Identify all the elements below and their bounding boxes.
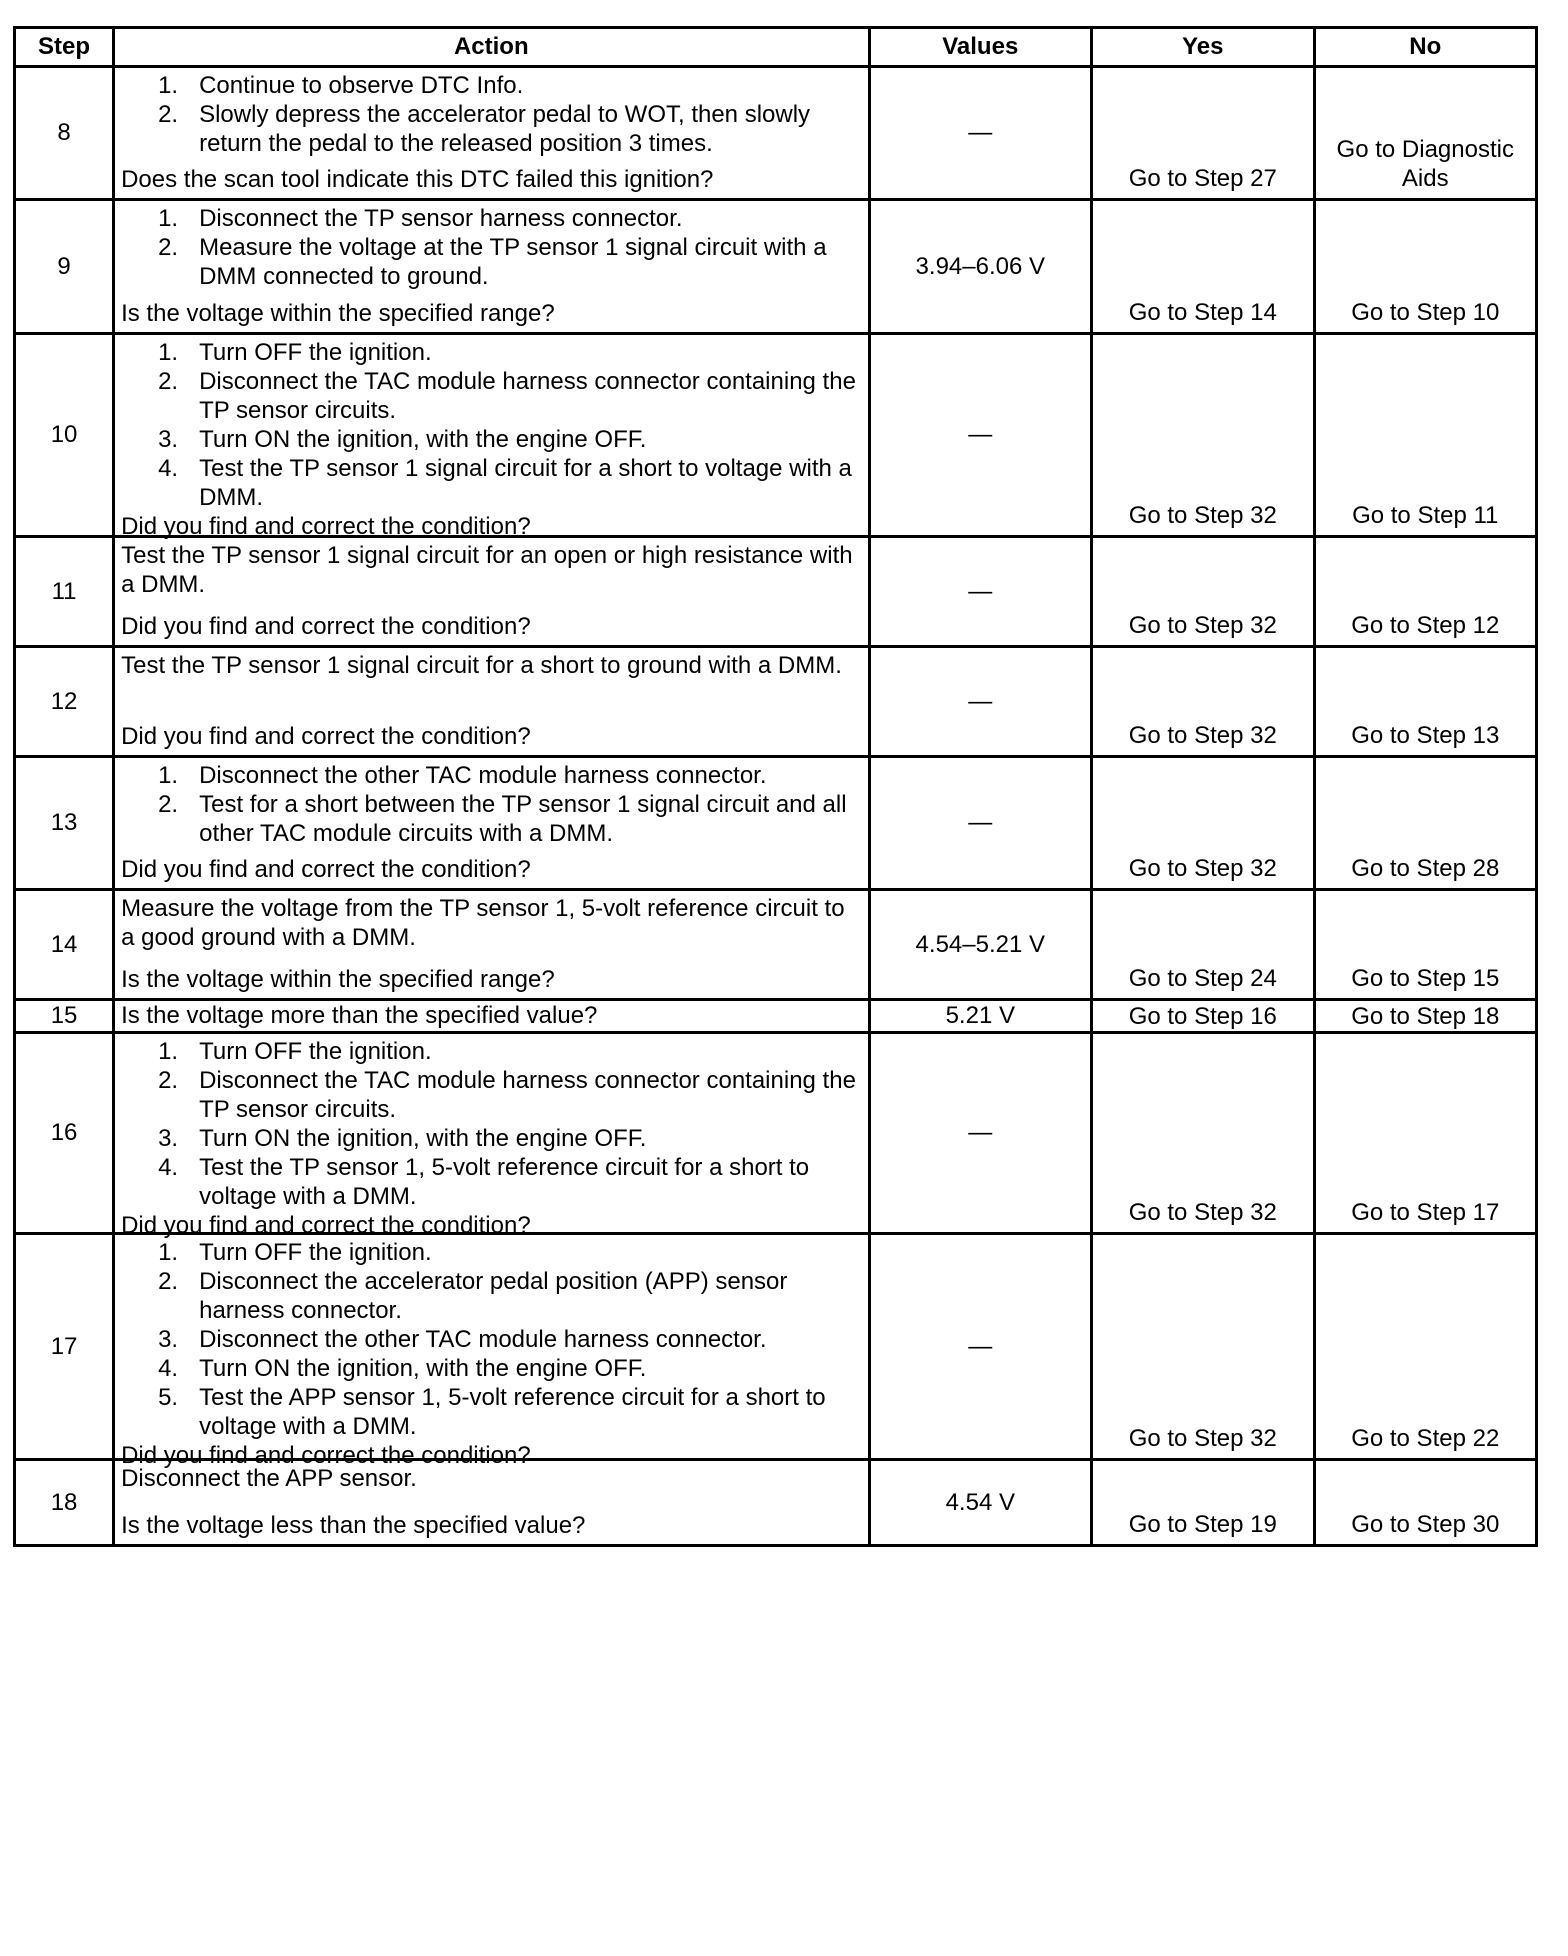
no-action-text: Go to Step 10 — [1351, 299, 1500, 326]
no-cell — [1314, 334, 1537, 537]
action-steps-list — [121, 71, 863, 158]
list-item-text: Turn ON the ignition, with the engine OFF. — [199, 426, 647, 453]
step-number: 12 — [15, 647, 114, 757]
yes-action-text: Go to Step 32 — [1128, 612, 1277, 639]
header-yes: Yes — [1092, 28, 1314, 67]
table-row — [15, 1000, 1537, 1033]
action-steps-list — [121, 761, 863, 848]
list-item-number: 2. — [158, 101, 179, 128]
table-row — [15, 1033, 1537, 1234]
list-item — [121, 1383, 863, 1441]
table-row — [15, 1460, 1537, 1546]
table-row — [15, 67, 1537, 200]
no-cell — [1314, 1033, 1537, 1234]
list-item-text: Turn ON the ignition, with the engine OFF. — [199, 1355, 647, 1382]
value-cell: — — [869, 647, 1091, 757]
action-cell — [114, 200, 869, 334]
yes-action-text: Go to Step 32 — [1128, 1425, 1277, 1452]
action-cell — [114, 1033, 869, 1239]
step-number: 13 — [15, 757, 114, 890]
yes-action-text: Go to Step 32 — [1128, 722, 1277, 749]
action-question: Is the voltage within the specified range? — [121, 966, 555, 993]
step-number: 15 — [15, 1000, 114, 1033]
value-cell: — — [869, 334, 1091, 537]
header-row — [15, 28, 1537, 67]
list-item-text: Disconnect the TAC module harness connector containing the TP sensor circuits. — [199, 1067, 856, 1123]
value-cell: 4.54 V — [869, 1460, 1091, 1546]
no-action-text: Go to Diagnostic Aids — [1336, 136, 1514, 192]
table-row — [15, 200, 1537, 334]
action-text: Disconnect the APP sensor. — [121, 1465, 417, 1492]
list-item-text: Test the APP sensor 1, 5-volt reference circuit for a short to voltage with a DMM. — [199, 1384, 826, 1440]
step-number: 17 — [15, 1234, 114, 1460]
list-item-text: Turn OFF the ignition. — [199, 1038, 432, 1065]
action-steps-list — [121, 1238, 863, 1441]
action-cell — [114, 67, 869, 200]
list-item-text: Test the TP sensor 1 signal circuit for a short to voltage with a DMM. — [199, 455, 852, 511]
list-item-text: Turn ON the ignition, with the engine OFF. — [199, 1125, 647, 1152]
yes-cell — [1092, 647, 1314, 757]
no-cell — [1314, 647, 1537, 757]
list-item-number: 3. — [158, 1326, 179, 1353]
list-item — [121, 425, 863, 454]
list-item-text: Disconnect the TAC module harness connector containing the TP sensor circuits. — [199, 368, 856, 424]
list-item-number: 1. — [158, 762, 179, 789]
no-cell — [1314, 1460, 1537, 1546]
list-item-number: 4. — [158, 455, 179, 482]
action-question: Did you find and correct the condition? — [121, 856, 531, 883]
action-question: Does the scan tool indicate this DTC failed this ignition? — [121, 166, 714, 193]
value-cell: 5.21 V — [869, 1000, 1091, 1033]
action-question: Did you find and correct the condition? — [121, 613, 531, 640]
no-action-text: Go to Step 17 — [1351, 1199, 1500, 1226]
table-row — [15, 537, 1537, 647]
no-cell — [1314, 67, 1537, 200]
no-action-text: Go to Step 12 — [1351, 612, 1500, 639]
no-cell — [1314, 1000, 1537, 1033]
no-cell — [1314, 1234, 1537, 1460]
yes-cell — [1092, 1033, 1314, 1234]
no-cell — [1314, 890, 1537, 1000]
step-number: 14 — [15, 890, 114, 1000]
yes-cell — [1092, 890, 1314, 1000]
yes-cell — [1092, 67, 1314, 200]
list-item — [121, 1066, 863, 1124]
yes-action-text: Go to Step 32 — [1128, 855, 1277, 882]
list-item-number: 1. — [158, 1239, 179, 1266]
action-question: Is the voltage within the specified range? — [121, 300, 555, 327]
list-item-number: 2. — [158, 234, 179, 261]
action-steps-list — [121, 204, 863, 291]
action-cell — [114, 1000, 869, 1033]
no-cell — [1314, 537, 1537, 647]
list-item — [121, 1153, 863, 1211]
step-number: 9 — [15, 200, 114, 334]
list-item — [121, 367, 863, 425]
list-item-text: Disconnect the TP sensor harness connector. — [199, 205, 683, 232]
action-steps-list — [121, 1037, 863, 1211]
list-item-number: 1. — [158, 205, 179, 232]
table-row — [15, 1234, 1537, 1460]
yes-action-text: Go to Step 32 — [1128, 1199, 1277, 1226]
yes-action-text: Go to Step 14 — [1128, 299, 1277, 326]
list-item — [121, 204, 863, 233]
list-item-number: 5. — [158, 1384, 179, 1411]
list-item — [121, 1325, 863, 1354]
no-cell — [1314, 200, 1537, 334]
list-item-text: Disconnect the other TAC module harness connector. — [199, 762, 767, 789]
list-item-text: Test the TP sensor 1, 5-volt reference circuit for a short to voltage with a DMM. — [199, 1154, 810, 1210]
action-question: Did you find and correct the condition? — [121, 723, 531, 750]
list-item-number: 3. — [158, 1125, 179, 1152]
list-item — [121, 1354, 863, 1383]
yes-cell — [1092, 757, 1314, 890]
yes-cell — [1092, 1460, 1314, 1546]
list-item-number: 2. — [158, 1268, 179, 1295]
action-cell — [114, 1460, 869, 1546]
list-item — [121, 761, 863, 790]
yes-cell — [1092, 1000, 1314, 1033]
no-action-text: Go to Step 28 — [1351, 855, 1500, 882]
no-action-text: Go to Step 11 — [1352, 502, 1499, 529]
yes-action-text: Go to Step 19 — [1128, 1511, 1277, 1538]
value-cell: 4.54–5.21 V — [869, 890, 1091, 1000]
list-item — [121, 454, 863, 512]
list-item-number: 1. — [158, 72, 179, 99]
list-item — [121, 1124, 863, 1153]
list-item-text: Turn OFF the ignition. — [199, 1239, 432, 1266]
list-item-text: Continue to observe DTC Info. — [199, 72, 524, 99]
header-action: Action — [114, 28, 869, 67]
list-item — [121, 1037, 863, 1066]
action-cell — [114, 537, 869, 647]
diagnostic-table — [13, 26, 1538, 1547]
action-question: Is the voltage more than the specified value? — [121, 1002, 598, 1029]
action-cell — [114, 890, 869, 1000]
action-steps-list — [121, 338, 863, 512]
no-cell — [1314, 757, 1537, 890]
list-item-number: 4. — [158, 1355, 179, 1382]
list-item — [121, 100, 863, 158]
list-item-text: Disconnect the other TAC module harness connector. — [199, 1326, 767, 1353]
list-item-number: 4. — [158, 1154, 179, 1181]
value-cell: — — [869, 757, 1091, 890]
list-item — [121, 1267, 863, 1325]
list-item-text: Slowly depress the accelerator pedal to WOT, then slowly return the pedal to the released position 3 times. — [199, 101, 811, 157]
header-no: No — [1314, 28, 1537, 67]
no-action-text: Go to Step 22 — [1351, 1425, 1500, 1452]
list-item — [121, 71, 863, 100]
list-item-number: 2. — [158, 1067, 179, 1094]
list-item-number: 1. — [158, 339, 179, 366]
action-cell — [114, 334, 869, 540]
list-item — [121, 1238, 863, 1267]
step-number: 16 — [15, 1033, 114, 1234]
action-text: Measure the voltage from the TP sensor 1, 5-volt reference circuit to a good ground with a DMM. — [121, 895, 845, 951]
table-row — [15, 647, 1537, 757]
value-cell: 3.94–6.06 V — [869, 200, 1091, 334]
no-action-text: Go to Step 30 — [1351, 1511, 1500, 1538]
yes-cell — [1092, 537, 1314, 647]
action-cell — [114, 647, 869, 757]
value-cell: — — [869, 1033, 1091, 1234]
action-cell — [114, 757, 869, 890]
list-item-text: Measure the voltage at the TP sensor 1 signal circuit with a DMM connected to ground. — [199, 234, 827, 290]
value-cell: — — [869, 67, 1091, 200]
step-number: 11 — [15, 537, 114, 647]
action-text: Test the TP sensor 1 signal circuit for a short to ground with a DMM. — [121, 652, 842, 679]
action-question: Is the voltage less than the specified value? — [121, 1512, 586, 1539]
action-question: Did you find and correct the condition? — [121, 1442, 531, 1469]
action-question: Did you find and correct the condition? — [121, 1212, 531, 1239]
yes-action-text: Go to Step 24 — [1128, 965, 1277, 992]
list-item-number: 1. — [158, 1038, 179, 1065]
list-item-text: Turn OFF the ignition. — [199, 339, 432, 366]
yes-cell — [1092, 200, 1314, 334]
table-row — [15, 334, 1537, 537]
list-item — [121, 338, 863, 367]
table-row — [15, 890, 1537, 1000]
step-number: 18 — [15, 1460, 114, 1546]
list-item-number: 3. — [158, 426, 179, 453]
action-question: Did you find and correct the condition? — [121, 513, 531, 540]
list-item — [121, 790, 863, 848]
list-item-number: 2. — [158, 791, 179, 818]
no-action-text: Go to Step 15 — [1351, 965, 1500, 992]
no-action-text: Go to Step 13 — [1351, 722, 1500, 749]
step-number: 10 — [15, 334, 114, 537]
yes-action-text: Go to Step 16 — [1128, 1002, 1277, 1030]
action-text: Test the TP sensor 1 signal circuit for an open or high resistance with a DMM. — [121, 542, 853, 598]
value-cell: — — [869, 1234, 1091, 1460]
list-item-text: Disconnect the accelerator pedal position (APP) sensor harness connector. — [199, 1268, 788, 1324]
header-values: Values — [869, 28, 1091, 67]
action-cell — [114, 1234, 869, 1469]
list-item — [121, 233, 863, 291]
yes-action-text: Go to Step 32 — [1128, 502, 1277, 529]
value-cell: — — [869, 537, 1091, 647]
yes-action-text: Go to Step 27 — [1128, 165, 1277, 192]
list-item-number: 2. — [158, 368, 179, 395]
yes-cell — [1092, 334, 1314, 537]
header-step: Step — [15, 28, 114, 67]
step-number: 8 — [15, 67, 114, 200]
list-item-text: Test for a short between the TP sensor 1 signal circuit and all other TAC module circuits with a DMM. — [199, 791, 847, 847]
yes-cell — [1092, 1234, 1314, 1460]
no-action-text: Go to Step 18 — [1351, 1002, 1500, 1030]
table-row — [15, 757, 1537, 890]
